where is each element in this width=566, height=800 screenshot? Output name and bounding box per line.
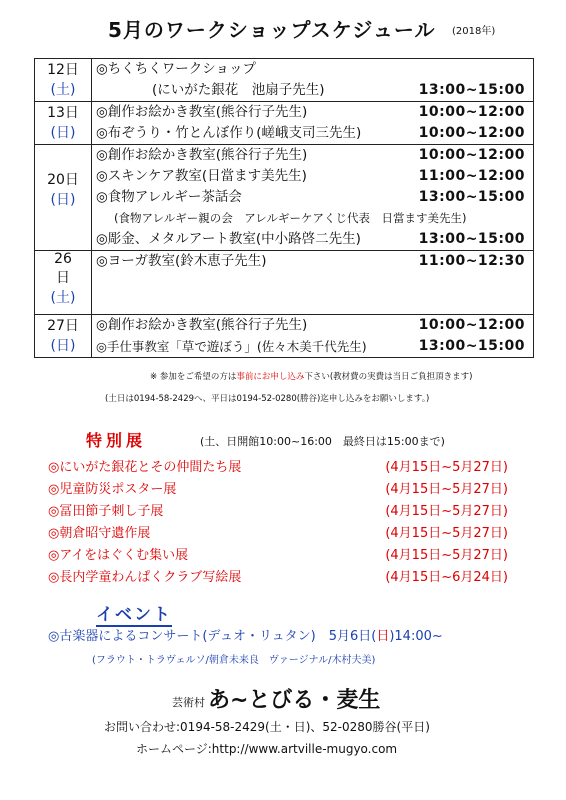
events-cell	[92, 102, 534, 145]
exhibition-period: (4月15日~5月27日)	[385, 482, 508, 497]
concert-day: 日	[376, 629, 390, 644]
event-name: ◎彫金、メタルアート教室(中小路啓二先生)	[96, 231, 361, 247]
exhibition-name: ◎長内学童わんぱくクラブ写絵展	[48, 570, 242, 585]
event-time: 11:00~12:30	[418, 253, 525, 269]
event-line	[92, 80, 533, 101]
event-name: ◎スキンケア教室(日當ます美先生)	[96, 168, 307, 184]
day-of-week: (土)	[50, 290, 76, 306]
concert-name: ◎古楽器によるコンサート(デュオ・リュタン) 5月6日(	[48, 629, 377, 644]
notice-text: ※ 参加をご希望の方は	[150, 372, 237, 382]
exhibition-name: ◎にいがた銀花とその仲間たち展	[48, 460, 242, 475]
event-name: ◎ヨーガ教室(鈴木恵子先生)	[96, 253, 267, 269]
event-name: ◎ちくちくワークショップ	[96, 61, 257, 77]
special-exhibition-hours: (土、日開館10:00~16:00 最終日は15:00まで)	[200, 435, 445, 448]
event-line	[92, 123, 533, 144]
day-of-week: (日)	[50, 338, 76, 354]
exhibition-period: (4月15日~5月27日)	[385, 460, 508, 475]
event-line	[92, 315, 533, 336]
event-time: 13:00~15:00	[418, 82, 525, 98]
year-label: (2018年)	[452, 26, 496, 37]
date-cell	[35, 315, 92, 358]
event-line	[92, 166, 533, 187]
day-of-week: (土)	[50, 82, 76, 98]
events-cell	[92, 315, 534, 358]
date-cell	[35, 102, 92, 145]
exhibition-item	[48, 522, 508, 541]
date-cell	[35, 145, 92, 251]
date-number: 20日	[47, 172, 79, 188]
exhibition-period: (4月15日~5月27日)	[385, 526, 508, 541]
event-name: ◎創作お絵かき教室(熊谷行子先生)	[96, 317, 308, 333]
page-title: 5月のワークショップスケジュール	[108, 18, 436, 42]
event-line	[92, 59, 533, 80]
exhibition-item	[48, 566, 508, 585]
schedule-row	[35, 315, 534, 358]
event-name: ◎布ぞうり・竹とんぼ作り(嵯峨支司三先生)	[96, 125, 362, 141]
exhibition-item	[48, 500, 508, 519]
exhibition-period: (4月15日~6月24日)	[385, 570, 508, 585]
concert-performers: (フラウト・トラヴェルソ/朝倉未来良 ヴァージナル/木村夫美)	[92, 655, 376, 666]
homepage-line: ホームページ:http://www.artville-mugyo.com	[136, 742, 398, 756]
events-cell	[92, 145, 534, 251]
event-name: ◎食物アレルギー茶話会	[96, 189, 242, 205]
event-time: 10:00~12:00	[418, 125, 525, 141]
date-cell	[35, 251, 92, 315]
event-line	[92, 208, 533, 229]
date-unit: 日	[56, 270, 70, 286]
exhibition-name: ◎児童防災ポスター展	[48, 482, 177, 497]
event-line	[92, 145, 533, 166]
event-time: 10:00~12:00	[418, 147, 525, 163]
org-name: あ~とびる・麦生	[208, 688, 381, 713]
schedule-row	[35, 145, 534, 251]
events-cell	[92, 251, 534, 315]
event-name: ◎創作お絵かき教室(熊谷行子先生)	[96, 104, 308, 120]
event-time: 13:00~15:00	[418, 338, 525, 354]
exhibition-item	[48, 544, 508, 563]
schedule-table	[34, 58, 534, 358]
exhibition-period: (4月15日~5月27日)	[385, 548, 508, 563]
exhibition-name: ◎冨田節子刺し子展	[48, 504, 164, 519]
notice-phone-line: (土日は0194-58-2429へ、平日は0194-52-0280(勝谷)迄申し込みをお願いします。)	[105, 394, 430, 404]
schedule-row	[35, 59, 534, 102]
event-time: 11:00~12:00	[418, 168, 525, 184]
schedule-row	[35, 251, 534, 315]
event-name: ◎創作お絵かき教室(熊谷行子先生)	[96, 147, 308, 163]
event-line	[92, 102, 533, 123]
notice-highlight: 事前にお申し込み	[236, 372, 305, 382]
date-number: 26	[54, 251, 72, 267]
exhibition-item	[48, 456, 508, 475]
date-number: 12日	[47, 62, 79, 78]
date-number: 13日	[47, 105, 79, 121]
notice-line	[150, 370, 472, 382]
exhibition-period: (4月15日~5月27日)	[385, 504, 508, 519]
events-cell	[92, 59, 534, 102]
event-name: ◎手仕事教室「草で遊ぼう」(佐々木美千代先生)	[96, 339, 367, 354]
event-time: 13:00~15:00	[418, 231, 525, 247]
exhibition-name: ◎アイをはぐくむ集い展	[48, 548, 189, 563]
concert-line	[48, 625, 443, 644]
schedule-row	[35, 102, 534, 145]
event-name: (にいがた銀花 池扇子先生)	[152, 82, 325, 98]
day-of-week: (日)	[50, 125, 76, 141]
date-cell	[35, 59, 92, 102]
exhibition-name: ◎朝倉昭守遺作展	[48, 526, 151, 541]
date-number: 27日	[47, 318, 79, 334]
contact-line: お問い合わせ:0194-58-2429(土・日)、52-0280勝谷(平日)	[104, 720, 430, 734]
event-time: 10:00~12:00	[418, 104, 525, 120]
event-time: 13:00~15:00	[418, 189, 525, 205]
notice-text: 下さい(教材費の実費は当日ご負担頂きます)	[304, 372, 473, 382]
special-exhibition-title: 特別展	[86, 431, 147, 450]
event-time: 10:00~12:00	[418, 317, 525, 333]
event-line	[92, 229, 533, 250]
day-of-week: (日)	[50, 192, 76, 208]
event-line	[92, 336, 533, 357]
event-section-title: イベント	[96, 600, 172, 627]
concert-time: )14:00~	[389, 629, 443, 644]
org-label: 芸術村	[172, 696, 205, 709]
exhibition-item	[48, 478, 508, 497]
event-line	[92, 251, 533, 272]
event-note: (食物アレルギー親の会 アレルギーケアくじ代表 日當ます美先生)	[114, 211, 467, 225]
event-line	[92, 187, 533, 208]
